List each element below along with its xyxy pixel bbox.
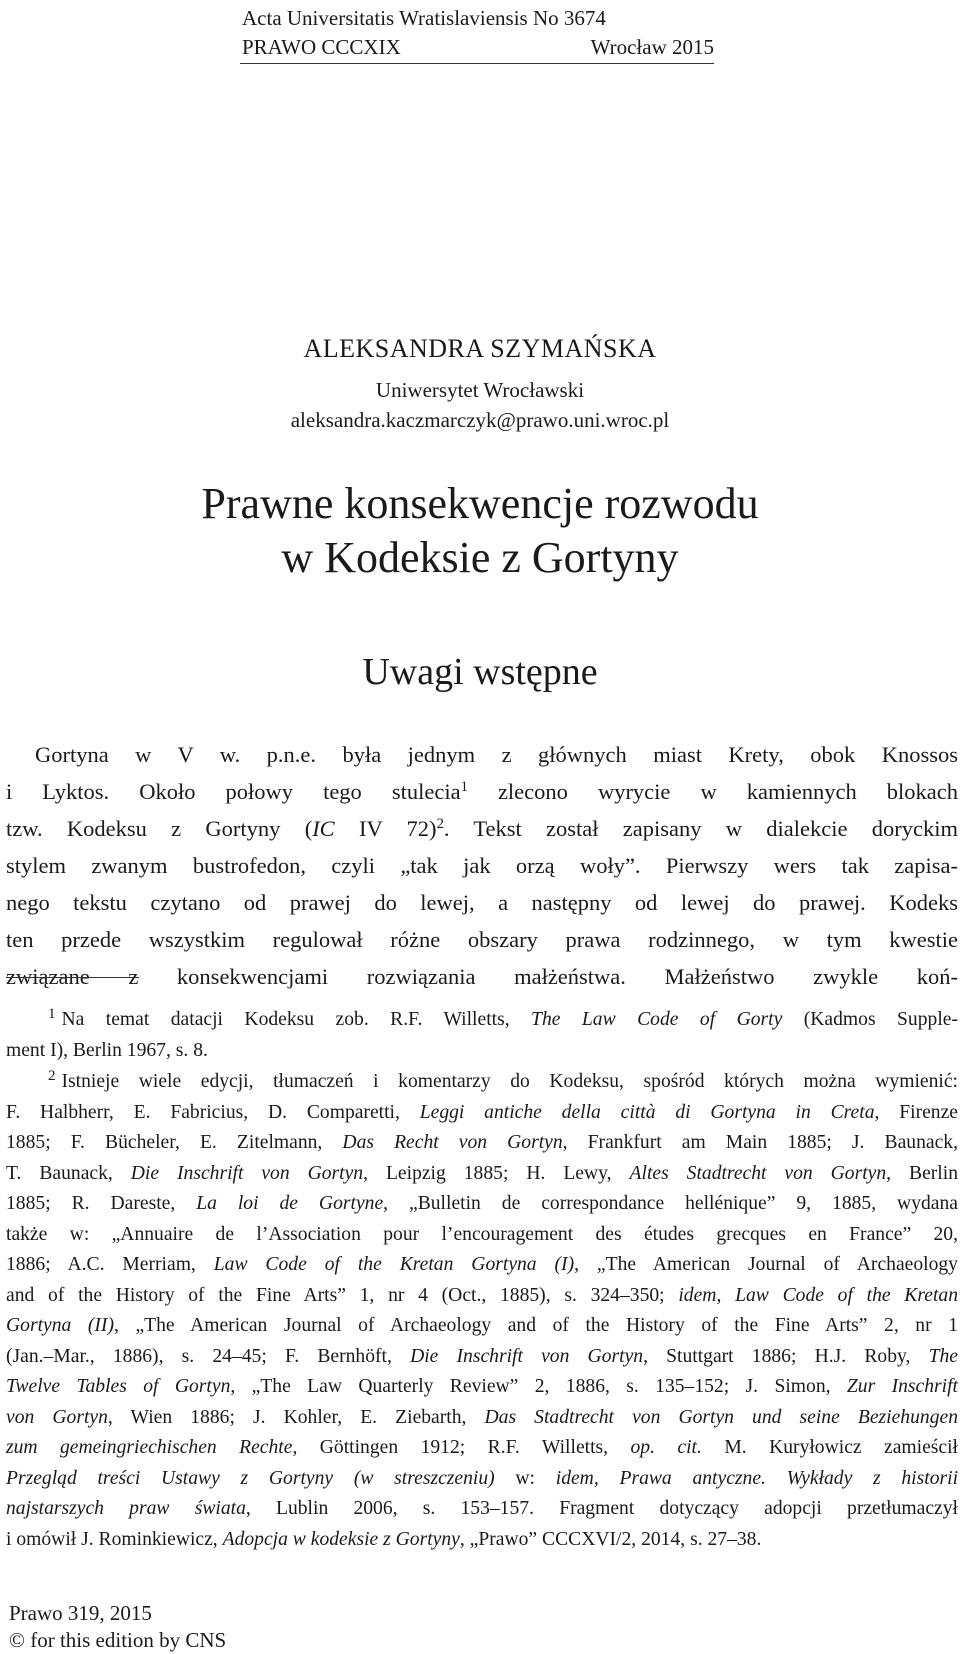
footnote-line: 1886; A.C. Merriam, Law Code of the Kretan Gortyna (I), „The American Journal of Archaeology: [6, 1254, 958, 1275]
body-line: Gortyna w V w. p.n.e. była jednym z głównych miast Krety, obok Knossos: [35, 742, 958, 767]
page-footer: [9, 1600, 226, 1654]
footnote-line: $^2$ Istnieje wiele edycji, tłumaczeń i komentarzy do Kodeksu, spośród których można wymienić:: [48, 1068, 958, 1092]
author-name: ALEKSANDRA SZYMAŃSKA: [303, 334, 657, 363]
title-line-2: w Kodeksie z Gortyny: [281, 533, 679, 582]
journal-series: PRAWO CCCXIX: [242, 35, 401, 59]
footnote-line: także w: „Annuaire de l’Association pour l’encouragement des études grecques en France” 20,: [6, 1223, 958, 1245]
footnote-ref-1: 1: [460, 778, 468, 795]
footnote-line: ment I), Berlin 1967, s. 8.: [6, 1039, 208, 1061]
footnote-line: 1885; F. Bücheler, E. Zitelmann, Das Recht von Gortyn, Frankfurt am Main 1885; J. Baunack,: [6, 1132, 958, 1153]
body-line: stylem zwanym bustrofedon, czyli „tak jak orzą woły”. Pierwszy wers tak zapisa-: [6, 853, 958, 878]
author-affiliation: Uniwersytet Wrocławski: [375, 378, 585, 402]
body-text: [6, 736, 958, 995]
footnote-line: F. Halbherr, E. Fabricius, D. Comparetti, Leggi antiche della città di Gortyna in Creta, Firenze: [6, 1101, 958, 1123]
footnote-line: $^1$ Na temat datacji Kodeksu zob. R.F. Willetts, The Law Code of Gorty (Kadmos Supple-: [48, 1006, 958, 1030]
footnote-line: Gortyna (II), „The American Journal of Archaeology and of the History of the Fine Arts” 2, nr 1: [6, 1315, 958, 1336]
author-email: aleksandra.kaczmarczyk@prawo.uni.wroc.pl: [290, 408, 670, 432]
body-line: związane z konsekwencjami rozwiązania małżeństwa. Małżeństwo zwykle koń-: [6, 964, 958, 989]
section-heading: Uwagi wstępne: [362, 651, 598, 693]
footnote-rule: [6, 977, 139, 978]
footnote-line: Przegląd treści Ustawy z Gortyny (w streszczeniu) w: idem, Prawa antyczne. Wykłady z historii: [6, 1467, 959, 1489]
footer-citation: Prawo 319, 2015: [9, 1601, 152, 1625]
footnote-line: von Gortyn, Wien 1886; J. Kohler, E. Ziebarth, Das Stadtrecht von Gortyn und seine Beziehungen: [6, 1406, 958, 1428]
body-line: ten przede wszystkim regulował różne obszary prawa rodzinnego, w tym kwestie: [6, 927, 958, 952]
footnote-2: [6, 1067, 958, 1555]
journal-header: [242, 4, 714, 62]
footer-copyright: © for this edition by CNS: [9, 1628, 227, 1652]
footnote-ref-2: 2: [436, 815, 444, 832]
footnote-line: and of the History of the Fine Arts” 1, nr 4 (Oct., 1885), s. 324–350; idem, Law Code of the Kretan: [6, 1284, 959, 1306]
header-rule: [240, 63, 714, 64]
footnote-line: i omówił J. Rominkiewicz, Adopcja w kodeksie z Gortyny, „Prawo” CCCXVI/2, 2014, s. 27–38.: [6, 1528, 762, 1550]
journal-name: Acta Universitatis Wratislaviensis No 3674: [242, 6, 606, 30]
title-line-1: Prawne konsekwencje rozwodu: [201, 479, 759, 528]
footnote-1: [6, 1005, 958, 1066]
body-line: nego tekstu czytano od prawej do lewej, a następny od lewej do prawej. Kodeks: [6, 890, 958, 915]
footnote-line: T. Baunack, Die Inschrift von Gortyn, Leipzig 1885; H. Lewy, Altes Stadtrecht von Gortyn, Berlin: [6, 1162, 958, 1184]
article-title: [0, 477, 960, 585]
footnote-line: zum gemeingriechischen Rechte, Göttingen 1912; R.F. Willetts, op. cit. M. Kuryłowicz zamieścił: [6, 1437, 959, 1458]
footnote-line: najstarszych praw świata, Lublin 2006, s. 153–157. Fragment dotyczący adopcji przetłumaczył: [6, 1498, 958, 1519]
footnote-line: 1885; R. Dareste, La loi de Gortyne, „Bulletin de correspondance hellénique” 9, 1885, wydana: [6, 1193, 958, 1214]
body-line: tzw. Kodeksu z Gortyny (IC IV 72)$^2$. Tekst został zapisany w dialekcie doryckim: [6, 815, 958, 841]
footnote-line: (Jan.–Mar., 1886), s. 24–45; F. Bernhöft, Die Inschrift von Gortyn, Stuttgart 1886; H.J. Roby, The: [6, 1345, 958, 1367]
journal-place-year: Wrocław 2015: [590, 35, 714, 59]
footnote-line: Twelve Tables of Gortyn, „The Law Quarterly Review” 2, 1886, s. 135–152; J. Simon, Zur Inschrift: [6, 1376, 958, 1397]
body-line: i Lyktos. Około połowy tego stulecia$^1$ zlecono wyrycie w kamiennych blokach: [6, 778, 958, 804]
